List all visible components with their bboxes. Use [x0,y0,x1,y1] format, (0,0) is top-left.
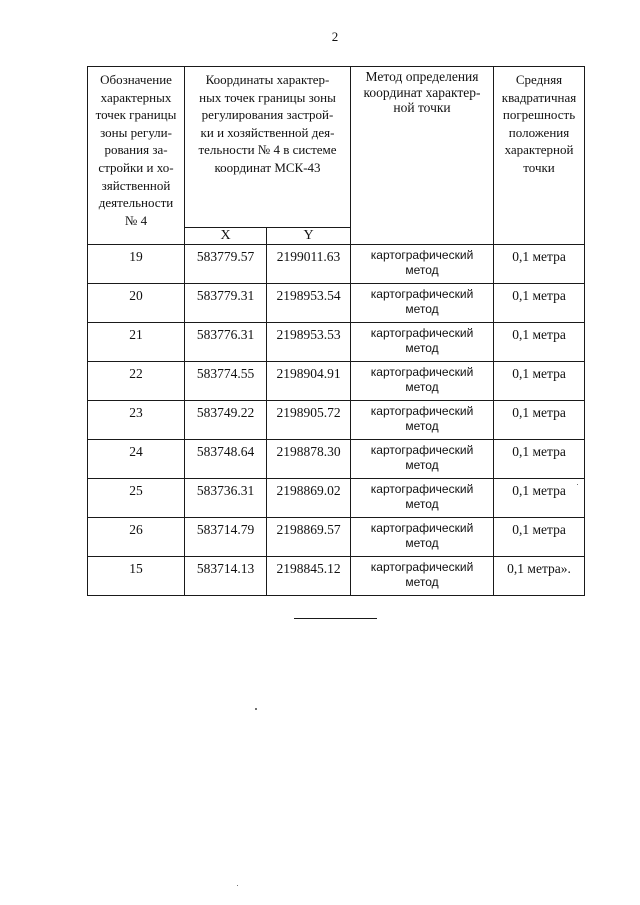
header-designation-line: зоны регули- [100,124,172,140]
header-coordinates-line: Координаты характер- [205,72,330,87]
error-value: 0,1 метра [494,323,585,362]
header-error-line: положения [508,124,570,140]
method-cell [351,401,494,440]
error-value: 0,1 метра [494,245,585,284]
scan-speck [577,484,578,485]
coordinate-x: 583779.31 [185,284,267,323]
header-designation [88,67,185,245]
table-row [88,245,585,284]
table-row [88,362,585,401]
method-line: метод [405,458,439,472]
method-line: картографический [370,287,474,301]
point-number: 15 [88,557,185,596]
header-coordinates-line: регулирования застрой- [201,107,334,123]
error-value: 0,1 метра [494,518,585,557]
method-cell [351,362,494,401]
header-designation-line: характерных [100,89,172,105]
coordinate-y: 2198878.30 [267,440,351,479]
header-y: Y [267,228,351,245]
method-line: метод [405,419,439,433]
scan-speck [255,708,257,710]
header-designation-line: деятельности [98,195,174,211]
table-row [88,401,585,440]
scan-speck [237,885,238,886]
coordinate-x: 583779.57 [185,245,267,284]
method-line: картографический [370,521,474,535]
header-designation-line: № 4 [124,212,148,228]
header-coordinates [185,67,351,228]
coordinate-y: 2198953.54 [267,284,351,323]
header-method [351,67,494,245]
coordinates-table [87,66,585,596]
header-error-line: погрешность [502,107,576,123]
header-coordinates-line: ных точек границы зоны [199,89,336,105]
header-method-line: Метод определения [365,69,479,84]
coordinate-y: 2198905.72 [267,401,351,440]
closing-rule [294,618,377,619]
header-coordinates-line: тельности № 4 в системе [198,142,337,158]
header-error [494,67,585,245]
method-line: картографический [370,404,474,418]
coordinate-x: 583714.13 [185,557,267,596]
coordinate-x: 583774.55 [185,362,267,401]
method-line: картографический [370,482,474,496]
point-number: 26 [88,518,185,557]
method-line: картографический [370,326,474,340]
method-cell [351,479,494,518]
method-line: метод [405,536,439,550]
point-number: 25 [88,479,185,518]
method-cell [351,440,494,479]
header-error-line: квадратичная [501,89,577,105]
header-x: X [185,228,267,245]
coordinate-y: 2198869.02 [267,479,351,518]
point-number: 19 [88,245,185,284]
table-row [88,440,585,479]
header-designation-line: точек границы [95,107,177,123]
method-line: метод [405,302,439,316]
table-row [88,284,585,323]
method-cell [351,323,494,362]
coordinate-x: 583714.79 [185,518,267,557]
table-row [88,479,585,518]
coordinate-y: 2198845.12 [267,557,351,596]
method-line: картографический [370,560,474,574]
table-row [88,518,585,557]
method-cell [351,284,494,323]
header-coordinates-line: ки и хозяйственной дея- [200,124,335,140]
table-row [88,557,585,596]
header-designation-line: зяйственной [101,177,171,193]
header-designation-line: стройки и хо- [98,159,174,175]
method-cell [351,518,494,557]
point-number: 21 [88,323,185,362]
method-line: картографический [370,248,474,262]
point-number: 24 [88,440,185,479]
coordinate-y: 2198904.91 [267,362,351,401]
method-cell [351,245,494,284]
method-line: картографический [370,365,474,379]
method-line: картографический [370,443,474,457]
coordinate-x: 583749.22 [185,401,267,440]
method-line: метод [405,341,439,355]
header-error-line: точки [523,159,555,175]
point-number: 23 [88,401,185,440]
coordinate-x: 583748.64 [185,440,267,479]
header-coordinates-line: координат МСК-43 [214,159,321,175]
coordinate-y: 2199011.63 [267,245,351,284]
page-number: 2 [331,29,339,44]
point-number: 22 [88,362,185,401]
error-value: 0,1 метра [494,362,585,401]
error-value: 0,1 метра». [494,557,585,596]
method-line: метод [405,380,439,394]
header-designation-line: рования за- [104,142,168,158]
coordinate-x: 583776.31 [185,323,267,362]
method-line: метод [405,497,439,511]
error-value: 0,1 метра [494,479,585,518]
coordinate-x: 583736.31 [185,479,267,518]
header-error-line: характерной [504,142,574,158]
method-cell [351,557,494,596]
point-number: 20 [88,284,185,323]
header-error-line: Средняя [515,72,563,87]
header-method-line: ной точки [393,100,451,116]
error-value: 0,1 метра [494,284,585,323]
coordinate-y: 2198953.53 [267,323,351,362]
table-row [88,323,585,362]
error-value: 0,1 метра [494,440,585,479]
method-line: метод [405,263,439,277]
header-method-line: координат характер- [363,84,481,100]
coordinate-y: 2198869.57 [267,518,351,557]
error-value: 0,1 метра [494,401,585,440]
method-line: метод [405,575,439,589]
header-designation-line: Обозначение [100,72,172,87]
